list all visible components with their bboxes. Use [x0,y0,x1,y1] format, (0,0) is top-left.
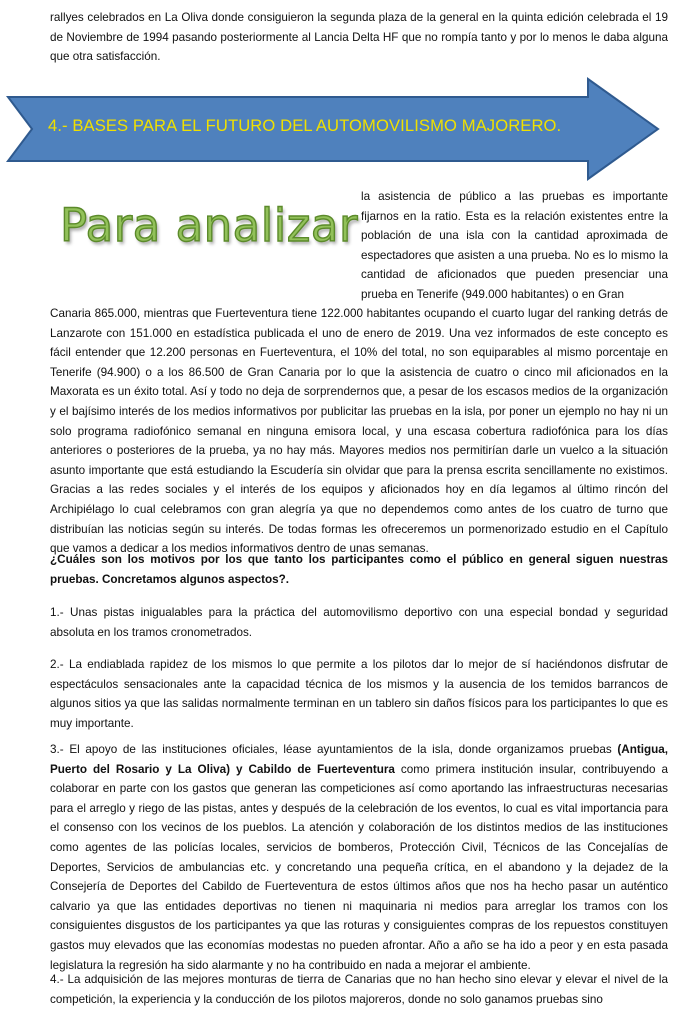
section-heading-arrow [4,76,664,182]
point-1: 1.- Unas pistas inigualables para la práctica del automovilismo deportivo con una especial bondad y seguridad absoluta en los tramos cronometrados. [50,606,668,639]
body-paragraph: Canaria 865.000, mientras que Fuerteventura tiene 122.000 habitantes ocupando el cuarto lugar del ranking detrás de Lanzarote con 151.000 en estadística publicada el uno de enero de 2019. Una vez informados de este concepto es fácil entender que 12.200 personas en Fuerteventura, el 10% del total, no son equiparables al mismo porcentaje en Tenerife (94.900) o a los 86.500 de Gran Canaria por lo que la asistencia de cuatro o cinco mil aficionados en la Maxorata es un éxito total. Así y todo no deja de sorprendernos que, a pesar de los escasos medios de la organización y el bajísimo interés de los medios informativos por publicitar las pruebas en la isla, por poner un ejemplo no hay ni un solo programa radiofónico semanal en ninguna emisora local, y una escasa cobertura radiofónica para los días anteriores o posteriores de la prueba, ya no hay más. Mayores medios nos permitirían darle un vuelco a la situación asunto importante que está estudiando la Escudería sin olvidar que para la prensa escrita sencillamente no existimos. Gracias a las redes sociales y el interés de los equipos y aficionados hoy en día legamos al último rincón del Archipiélago lo cual celebramos con gran alegría ya que no dependemos como antes de los cuatro de turno que distribuían las noticias según su interés. De todas formas les ofreceremos un pormenorizado estudio en el Capítulo que vamos a dedicar a los medios informativos dentro de unas semanas. [50,307,668,556]
point-3-text-b: como primera institución insular, contribuyendo a colaborar en parte con los gastos que generan las competiciones así como aportando las infraestructuras necesarias para el arreglo y riego de las pistas, antes y después de la celebración de los eventos, lo cual es vital importancia para el consenso con los vecinos de los pueblos. La atención y colaboración de los distintos medios de las instituciones como agentes de las policías locales, servicios de bomberos, Protección Civil, Técnicos de las Concejalías de Deportes, Servicios de ambulancias etc. y concretando una pequeña crítica, en el abandono y la dejadez de la Consejería de Deportes del Cabildo de Fuerteventura de estos últimos años que nos ha hecho pasar un auténtico calvario ya que las entidades deportivas no tienen ni maquinaria ni medios para arreglar los tramos con los consiguientes disgustos de los participantes ya que las roturas y consiguientes compras de los repuestos constituyen gastos muy elevados que las economías modestas no pueden afrontar. Año a año se ha ido a peor y en esta pasada legislatura la regresión ha sido alarmante y no ha contribuido en nada a mejorar el ambiente. [50,762,669,972]
point-3-bold-institutions: (Antigua, Puerto del Rosario y La Oliva) y Cabildo de Fuerteventura [50,743,668,776]
body-right-column: la asistencia de público a las pruebas es importante fijarnos en la ratio. Esta es la relación existentes entre la población de una isla con la cantidad aproximada de espectadores que asisten a una prueba. No es lo mismo la cantidad de aficionados que pueden presenciar una prueba en Tenerife (949.000 habitantes) o en Gran [361,190,668,301]
intro-paragraph: rallyes celebrados en La Oliva donde consiguieron la segunda plaza de la general en la quinta edición celebrada el 19 de Noviembre de 1994 pasando posteriormente al Lancia Delta HF que no rompía tanto y por lo menos le daba alguna que otra satisfacción. [50,11,668,64]
point-3-text-a: 3.- El apoyo de las instituciones oficiales, léase ayuntamientos de la isla, donde organizamos pruebas [50,743,618,756]
point-4: 4.- La adquisición de las mejores monturas de tierra de Canarias que no han hecho sino elevar y elevar el nivel de la competición, la experiencia y la conducción de los pilotos majoreros, donde no solo ganamos pruebas sino [50,973,668,1006]
question-heading: ¿Cuáles son los motivos por los que tanto los participantes como el público en general siguen nuestras pruebas. Concretamos algunos aspectos?. [50,553,668,586]
point-3 [50,740,668,975]
wordart-heading: Para analizar [60,199,358,252]
section-title: 4.- BASES PARA EL FUTURO DEL AUTOMOVILISMO MAJORERO. [48,116,562,135]
point-2: 2.- La endiablada rapidez de los mismos lo que permite a los pilotos dar lo mejor de sí haciéndonos disfrutar de espectáculos sensacionales ante la capacidad técnica de los mismos y la ausencia de los temidos barrancos de algunos sitios ya que las salidas normalmente terminan en un tablero sin daños físicos para los participantes lo que es muy importante. [50,658,668,730]
